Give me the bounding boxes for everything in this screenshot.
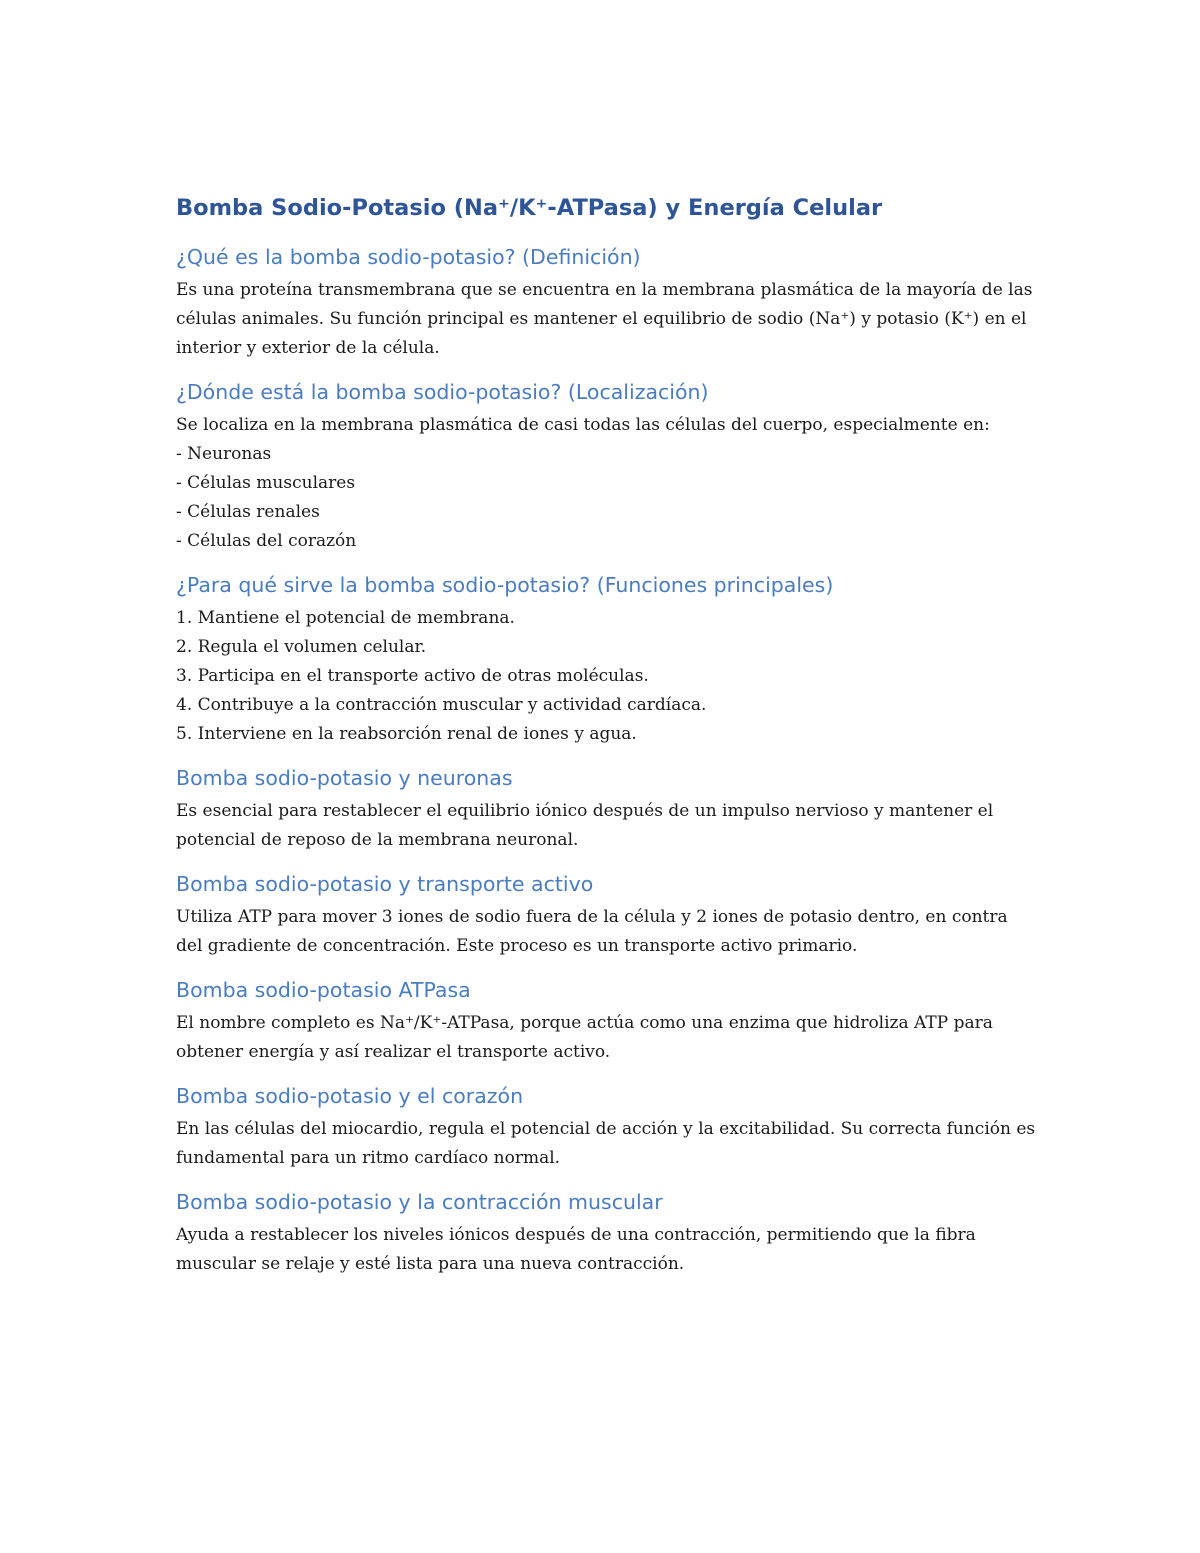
list-item: 4. Contribuye a la contracción muscular y actividad cardíaca. (176, 695, 707, 715)
section-paragraph: Utiliza ATP para mover 3 iones de sodio fuera de la célula y 2 iones de potasio dentro, en contra del gradiente de concentración. Este proceso es un transporte activo primario. (176, 907, 1008, 956)
section-localizacion (176, 377, 1036, 556)
section-heading: Bomba sodio-potasio ATPasa (176, 978, 471, 1002)
document-title: Bomba Sodio-Potasio (Na⁺/K⁺-ATPasa) y Energía Celular (176, 195, 883, 221)
section-heading: Bomba sodio-potasio y el corazón (176, 1084, 524, 1108)
section-definicion (176, 242, 1036, 363)
list-item: - Células del corazón (176, 531, 357, 551)
section-neuronas (176, 763, 1036, 855)
list-item: 3. Participa en el transporte activo de otras moléculas. (176, 666, 649, 686)
section-heading: ¿Para qué sirve la bomba sodio-potasio? (Funciones principales) (176, 573, 834, 597)
section-atpasa (176, 975, 1036, 1067)
list-item: - Células renales (176, 502, 320, 522)
section-paragraph: Se localiza en la membrana plasmática de casi todas las células del cuerpo, especialmente en: (176, 415, 990, 435)
list-item: - Células musculares (176, 473, 356, 493)
list-item: 1. Mantiene el potencial de membrana. (176, 608, 515, 628)
section-corazon (176, 1081, 1036, 1173)
section-heading: Bomba sodio-potasio y transporte activo (176, 872, 594, 896)
section-heading: ¿Dónde está la bomba sodio-potasio? (Localización) (176, 380, 709, 404)
section-paragraph: Es una proteína transmembrana que se encuentra en la membrana plasmática de la mayoría de las células animales. Su función principal es mantener el equilibrio de sodio (Na⁺) y potasio (K⁺) en el interior y exterior de la célula. (176, 280, 1033, 358)
location-list (176, 440, 1036, 556)
section-transporte-activo (176, 869, 1036, 961)
list-item: 2. Regula el volumen celular. (176, 637, 427, 657)
list-item: - Neuronas (176, 444, 272, 464)
functions-list (176, 604, 1036, 749)
section-paragraph: En las células del miocardio, regula el potencial de acción y la excitabilidad. Su correcta función es fundamental para un ritmo cardíaco normal. (176, 1119, 1036, 1168)
section-heading: Bomba sodio-potasio y la contracción muscular (176, 1190, 663, 1214)
section-heading: Bomba sodio-potasio y neuronas (176, 766, 513, 790)
section-contraccion-muscular (176, 1187, 1036, 1279)
list-item: 5. Interviene en la reabsorción renal de iones y agua. (176, 724, 637, 744)
section-heading: ¿Qué es la bomba sodio-potasio? (Definición) (176, 245, 641, 269)
section-paragraph: El nombre completo es Na⁺/K⁺-ATPasa, porque actúa como una enzima que hidroliza ATP para obtener energía y así realizar el transporte activo. (176, 1013, 993, 1062)
section-funciones (176, 570, 1036, 749)
document-body (176, 192, 1036, 1279)
section-paragraph: Es esencial para restablecer el equilibrio iónico después de un impulso nervioso y mantener el potencial de reposo de la membrana neuronal. (176, 801, 994, 850)
section-paragraph: Ayuda a restablecer los niveles iónicos después de una contracción, permitiendo que la fibra muscular se relaje y esté lista para una nueva contracción. (176, 1225, 976, 1274)
